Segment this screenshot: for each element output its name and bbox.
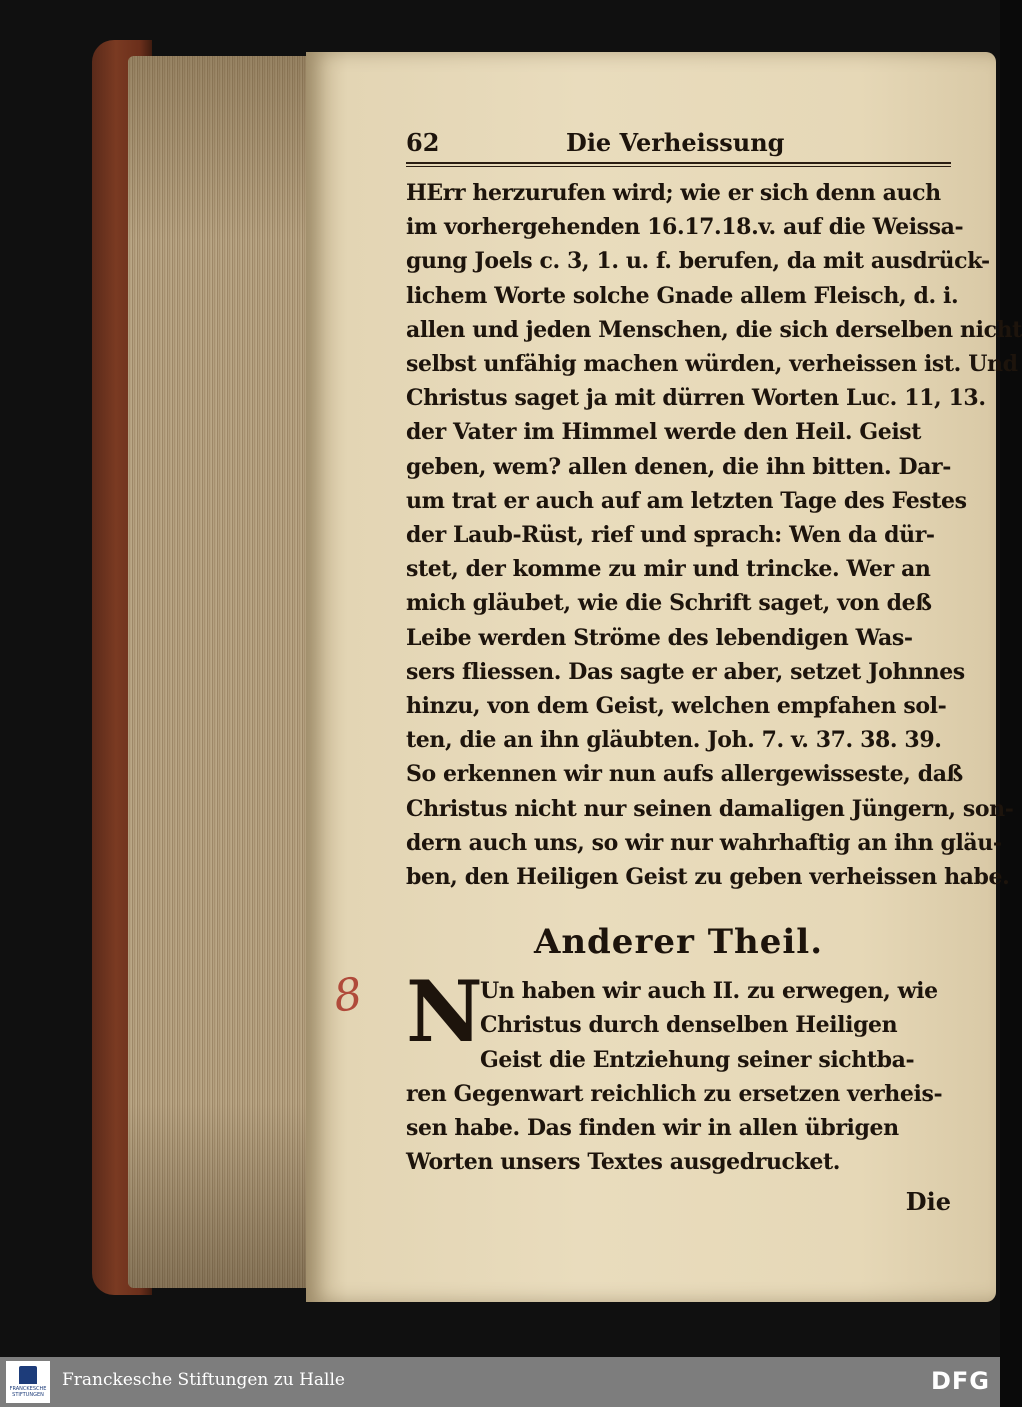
text-line: hinzu, von dem Geist, welchen empfahen sol- (406, 693, 947, 720)
head-rule (406, 162, 951, 167)
text-line: allen und jeden Menschen, die sich derselben nicht (406, 316, 1022, 343)
section-heading: Anderer Theil. (533, 922, 824, 963)
page-number: 62 (406, 128, 440, 157)
text-line: Christus durch denselben Heiligen (480, 1012, 898, 1039)
paragraph-1 (406, 176, 1022, 894)
running-head-title: Die Verheissung (566, 128, 785, 157)
handwritten-margin-note: 8 (330, 968, 366, 1023)
text-line: stet, der komme zu mir und trincke. Wer an (406, 556, 931, 583)
text-line: Worten unsers Textes ausgedrucket. (406, 1149, 841, 1176)
catchword: Die (905, 1187, 951, 1217)
text-line: mich gläubet, wie die Schrift saget, von deß (406, 590, 932, 617)
text-line: um trat er auch auf am letzten Tage des Festes (406, 487, 967, 514)
text-line: HErr herzurufen wird; wie er sich denn auch (406, 180, 941, 206)
text-line: selbst unfähig machen würden, verheissen ist. Und (406, 351, 1018, 378)
text-line: dern auch uns, so wir nur wahrhaftig an ihn gläu- (406, 829, 1002, 856)
running-head (406, 122, 951, 162)
text-line: sen habe. Das finden wir in allen übrigen (406, 1115, 899, 1142)
text-line: lichem Worte solche Gnade allem Fleisch, d. i. (406, 282, 959, 309)
text-line: der Vater im Himmel werde den Heil. Geist (406, 419, 922, 446)
text-line: So erkennen wir nun aufs allergewisseste, daß (406, 761, 963, 788)
text-line: Christus nicht nur seinen damaligen Jüngern, son- (406, 795, 1014, 822)
drop-cap: N (406, 962, 483, 1062)
text-line: Leibe werden Ströme des lebendigen Was- (406, 624, 913, 651)
text-line: ten, die an ihn gläubten. Joh. 7. v. 37. 38. 39. (406, 727, 942, 754)
text-line: Un haben wir auch II. zu erwegen, wie (480, 978, 938, 1005)
institution-name[interactable]: Franckesche Stiftungen zu Halle (62, 1370, 345, 1390)
building-icon (19, 1366, 37, 1384)
text-line: im vorhergehenden 16.17.18.v. auf die Weissa- (406, 214, 964, 241)
text-line: ben, den Heiligen Geist zu geben verheissen habe. (406, 864, 1010, 891)
text-line: geben, wem? allen denen, die ihn bitten. Dar- (406, 453, 951, 480)
viewer-footer (0, 1357, 1000, 1407)
text-line: Geist die Entziehung seiner sichtba- (480, 1046, 915, 1073)
book-page (306, 52, 1022, 1302)
text-line: Christus saget ja mit dürren Worten Luc. 11, 13. (406, 385, 986, 412)
logo-label: FRANCKESCHE STIFTUNGEN (9, 1386, 47, 1398)
text-line: gung Joels c. 3, 1. u. f. berufen, da mit ausdrück- (406, 248, 990, 275)
page-text-block (406, 122, 1022, 1217)
paragraph-2 (406, 962, 951, 1179)
text-line: sers fliessen. Das sagte er aber, setzet Johnnes (406, 658, 965, 685)
dfg-logo[interactable]: DFG (930, 1367, 990, 1395)
text-line: der Laub-Rüst, rief und sprach: Wen da dür- (406, 522, 935, 549)
text-line: ren Gegenwart reichlich zu ersetzen verheis- (406, 1080, 943, 1107)
franckesche-logo[interactable] (6, 1361, 50, 1403)
